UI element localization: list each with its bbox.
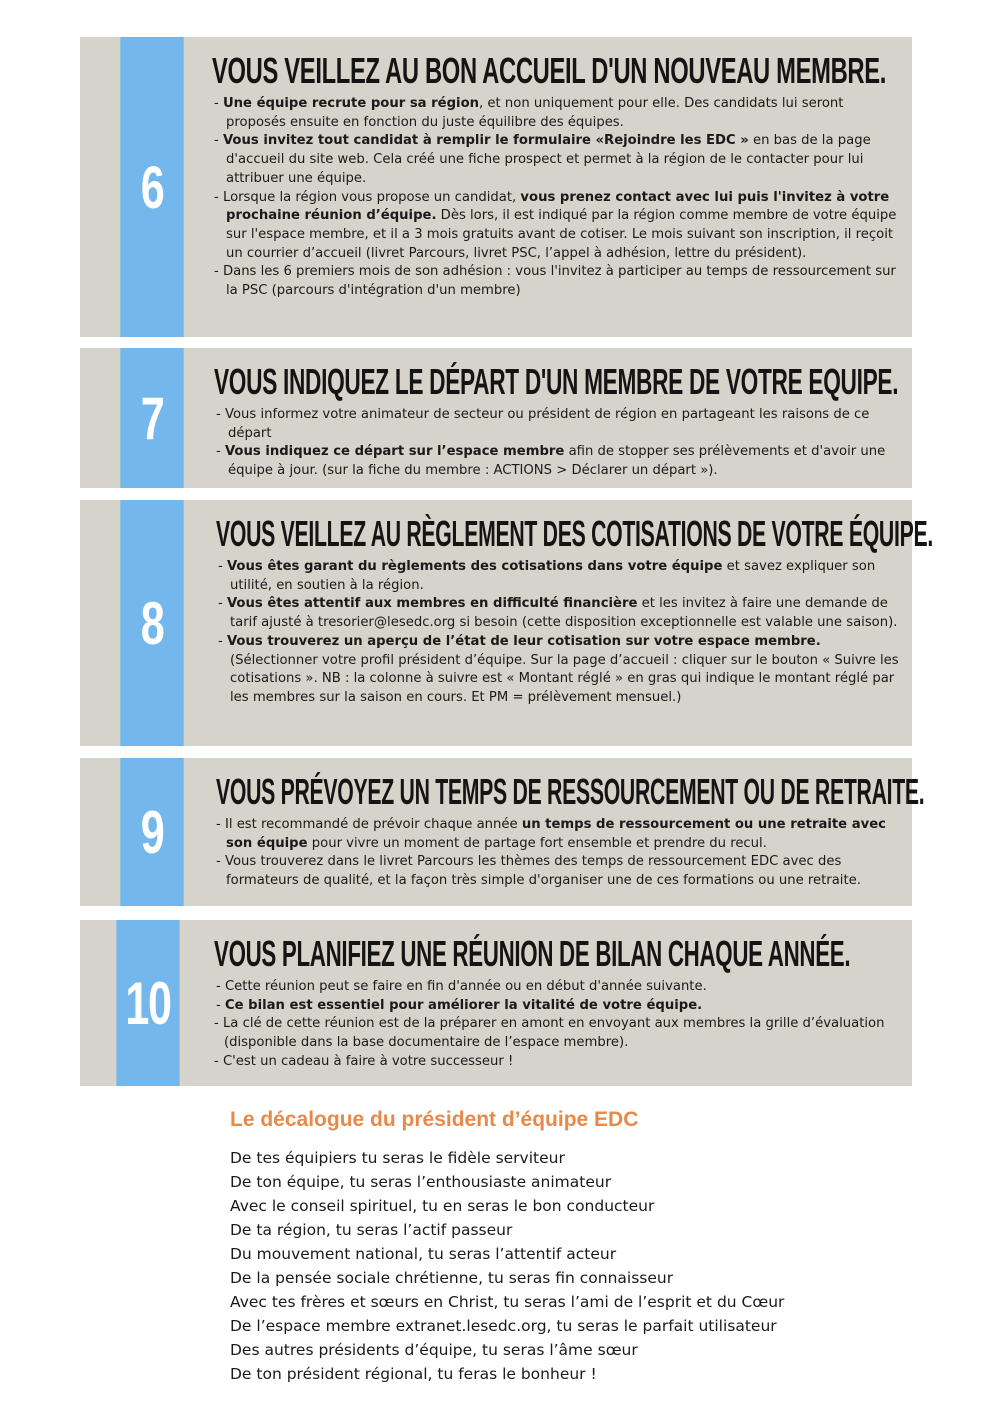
step-number: 10 — [116, 920, 179, 1086]
decalogue-line: De ta région, tu seras l’actif passeur — [230, 1221, 513, 1239]
step-card-7 — [80, 348, 912, 488]
decalogue — [230, 1108, 930, 1386]
step-card-6 — [80, 37, 912, 337]
step-title: VOUS VEILLEZ AU BON ACCUEIL D'UN NOUVEAU MEMBRE. — [212, 50, 887, 91]
list-item: - Dans les 6 premiers mois de son adhésion : vous l'invitez à participer au temps de ressourcement sur la PSC (parcours d'intégration d'un membre) — [212, 263, 904, 300]
list-item: - Vous invitez tout candidat à remplir le formulaire «Rejoindre les EDC » en bas de la page d'accueil du site web. Cela créé une fiche prospect et permet à la région de le contacter pour lui attribuer une équipe. — [212, 132, 904, 188]
list-item: - Vous informez votre animateur de secteur ou président de région en partageant les raisons de ce départ — [214, 406, 904, 443]
decalogue-line: De ton équipe, tu seras l’enthousiaste animateur — [230, 1173, 612, 1191]
step-card-10 — [80, 920, 912, 1086]
list-item: - Vous indiquez ce départ sur l’espace membre afin de stopper ses prélèvements et d'avoir une équipe à jour. (sur la fiche du membre : ACTIONS > Déclarer un départ »). — [214, 443, 904, 480]
step-card-8 — [80, 500, 933, 746]
step-content — [216, 513, 933, 708]
step-number: 7 — [120, 348, 183, 488]
step-content — [214, 934, 904, 1072]
step-items — [212, 95, 904, 301]
list-item: - Ce bilan est essentiel pour améliorer la vitalité de votre équipe. — [214, 997, 904, 1016]
decalogue-line: De tes équipiers tu seras le fidèle serviteur — [230, 1149, 565, 1167]
step-content — [212, 51, 904, 301]
list-item: - C'est un cadeau à faire à votre successeur ! — [214, 1053, 904, 1072]
step-number: 8 — [120, 500, 183, 746]
step-number: 6 — [120, 37, 183, 337]
step-title: VOUS VEILLEZ AU RÈGLEMENT DES COTISATIONS DE VOTRE ÉQUIPE. — [216, 513, 933, 554]
decalogue-line: Avec le conseil spirituel, tu en seras le bon conducteur — [230, 1197, 655, 1215]
step-content — [216, 771, 925, 891]
step-number: 9 — [120, 758, 183, 906]
step-title: VOUS PLANIFIEZ UNE RÉUNION DE BILAN CHAQUE ANNÉE. — [214, 933, 851, 974]
list-item: - Cette réunion peut se faire en fin d'année ou en début d'année suivante. — [214, 978, 904, 997]
step-content — [214, 362, 904, 481]
list-item: - Vous êtes garant du règlements des cotisations dans votre équipe et savez expliquer son utilité, en soutien à la région. — [216, 558, 904, 595]
step-items — [216, 558, 904, 708]
list-item: - Une équipe recrute pour sa région, et non uniquement pour elle. Des candidats lui seront proposés ensuite en fonction du juste équilibre des équipes. — [212, 95, 904, 132]
step-card-9 — [80, 758, 925, 906]
step-title: VOUS INDIQUEZ LE DÉPART D'UN MEMBRE DE VOTRE EQUIPE. — [214, 361, 899, 402]
list-item: - Vous trouverez un aperçu de l’état de leur cotisation sur votre espace membre. (Sélectionner votre profil président d’équipe. Sur la page d’accueil : cliquer sur le bouton « Suivre les cotisations ». NB : la colonne à suivre est « Montant réglé » en gras qui indique le montant réglé par les membres sur la saison en cours. Et PM = prélèvement mensuel.) — [216, 633, 904, 708]
step-items — [216, 816, 904, 891]
decalogue-line: De ton président régional, tu feras le bonheur ! — [230, 1365, 597, 1383]
decalogue-line: Des autres présidents d’équipe, tu seras l’âme sœur — [230, 1341, 638, 1359]
list-item: - Lorsque la région vous propose un candidat, vous prenez contact avec lui puis l'invitez à votre prochaine réunion d’équipe. Dès lors, il est indiqué par la région comme membre de votre équipe sur l'espace membre, et il a 3 mois gratuits avant de cotiser. Le mois suivant son inscription, il reçoit un courrier d’accueil (livret Parcours, livret PSC, l’appel à adhésion, lettre du président). — [212, 189, 904, 264]
list-item: - Vous trouverez dans le livret Parcours les thèmes des temps de ressourcement EDC avec des formateurs de qualité, et la façon très simple d'organiser une de ces formations ou une retraite. — [216, 853, 904, 890]
step-items — [214, 406, 904, 481]
step-title: VOUS PRÉVOYEZ UN TEMPS DE RESSOURCEMENT OU DE RETRAITE. — [216, 771, 925, 812]
decalogue-line: De l’espace membre extranet.lesedc.org, tu seras le parfait utilisateur — [230, 1317, 777, 1335]
list-item: - Il est recommandé de prévoir chaque année un temps de ressourcement ou une retraite avec son équipe pour vivre un moment de partage fort ensemble et prendre du recul. — [216, 816, 904, 853]
step-items — [214, 978, 904, 1072]
list-item: - Vous êtes attentif aux membres en difficulté financière et les invitez à faire une demande de tarif ajusté à tresorier@lesedc.org si besoin (cette disposition exceptionnelle est valable une saison). — [216, 595, 904, 632]
decalogue-title: Le décalogue du président d’équipe EDC — [230, 1108, 639, 1131]
list-item: - La clé de cette réunion est de la préparer en amont en envoyant aux membres la grille d’évaluation (disponible dans la base documentaire de l’espace membre). — [214, 1015, 904, 1052]
decalogue-line: Du mouvement national, tu seras l’attentif acteur — [230, 1245, 617, 1263]
decalogue-line: De la pensée sociale chrétienne, tu seras fin connaisseur — [230, 1269, 674, 1287]
decalogue-line: Avec tes frères et sœurs en Christ, tu seras l’ami de l’esprit et du Cœur — [230, 1293, 785, 1311]
decalogue-list — [230, 1146, 930, 1386]
